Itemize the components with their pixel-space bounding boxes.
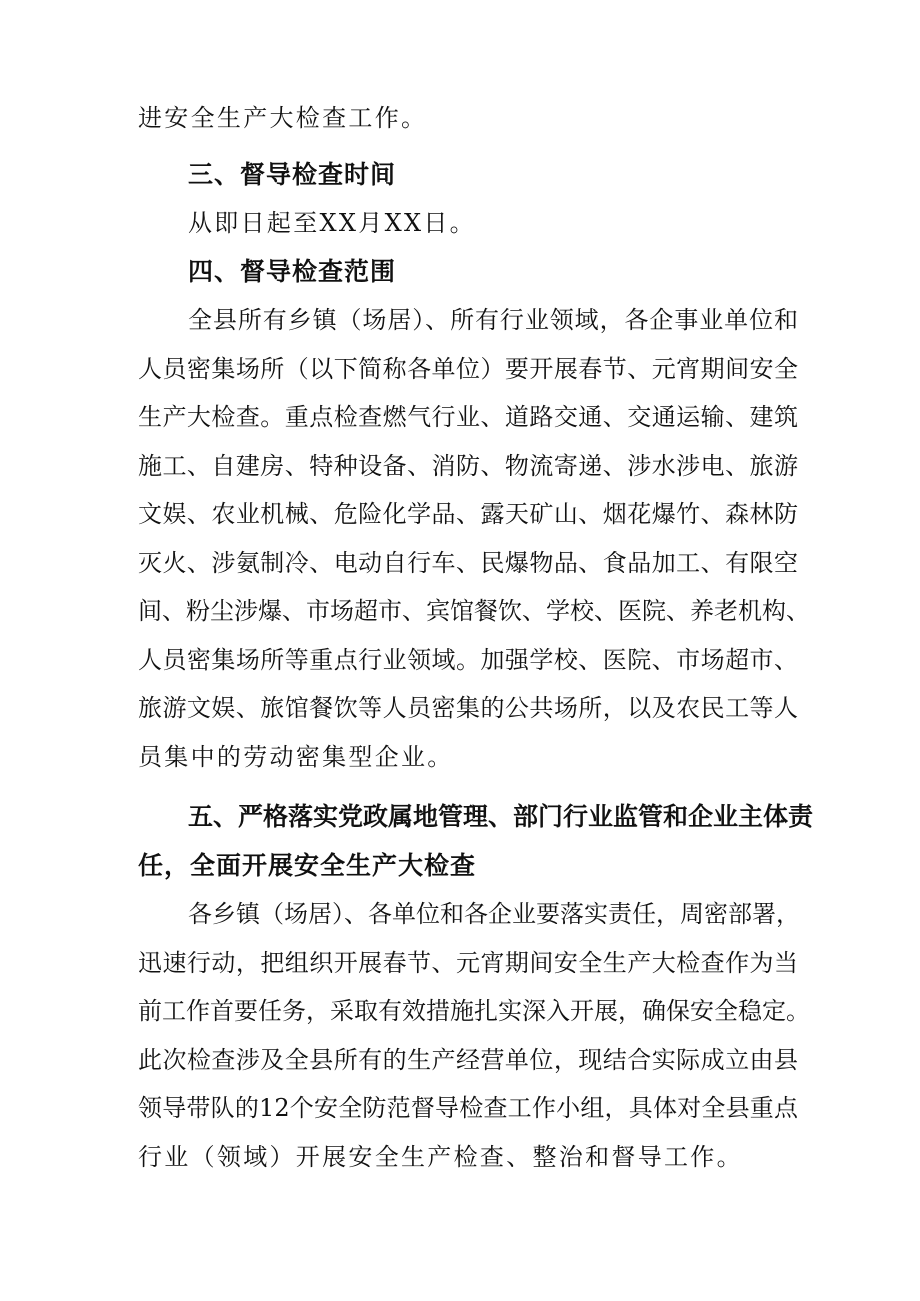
section-4-heading: 四、督导检查范围 (188, 256, 397, 286)
text-line: 迅速行动，把组织开展春节、元宵期间安全生产大检查作为当 (138, 948, 798, 977)
text-line: 生产大检查。重点检查燃气行业、道路交通、交通运输、建筑 (138, 403, 798, 431)
text-line: 此次检查涉及全县所有的生产经营单位，现结合实际成立由县 (138, 1045, 798, 1074)
text-line: 人员密集场所（以下简称各单位）要开展春节、元宵期间安全 (138, 354, 798, 383)
section-3-body: 从即日起至XX月XX日。 (188, 209, 476, 237)
text-line: 灭火、涉氨制冷、电动自行车、民爆物品、食品加工、有限空 (138, 548, 798, 577)
text-line: 员集中的劳动密集型企业。 (138, 742, 454, 771)
section-5-heading-line-1: 五、严格落实党政属地管理、部门行业监管和企业主体责 (188, 802, 814, 831)
section-5-paragraph (138, 890, 810, 1181)
text-line: 文娱、农业机械、危险化学品、露天矿山、烟花爆竹、森林防 (138, 500, 798, 528)
document-page (138, 94, 814, 1181)
text-line: 前工作首要任务，采取有效措施扎实深入开展，确保安全稳定。 (138, 997, 810, 1025)
section-4-paragraph (138, 296, 810, 781)
text-line: 施工、自建房、特种设备、消防、物流寄递、涉水涉电、旅游 (138, 451, 798, 480)
text-line: 旅游文娱、旅馆餐饮等人员密集的公共场所，以及农民工等人 (138, 694, 798, 722)
text-line: 全县所有乡镇（场居）、所有行业领域，各企事业单位和 (188, 306, 798, 334)
text-line: 各乡镇（场居）、各单位和各企业要落实责任，周密部署， (188, 900, 800, 928)
section-5-heading-line-2: 任，全面开展安全生产大检查 (138, 850, 477, 880)
text-line: 领导带队的12个安全防范督导检查工作小组，具体对全县重点 (138, 1094, 798, 1122)
text-line: 间、粉尘涉爆、市场超市、宾馆餐饮、学校、医院、养老机构、 (138, 597, 810, 625)
section-3-heading: 三、督导检查时间 (188, 159, 397, 189)
paragraph-tail: 进安全生产大检查工作。 (138, 104, 428, 132)
text-line: 人员密集场所等重点行业领域。加强学校、医院、市场超市、 (138, 645, 798, 674)
text-line: 行业（领域）开展安全生产检查、整治和督导工作。 (138, 1142, 743, 1171)
